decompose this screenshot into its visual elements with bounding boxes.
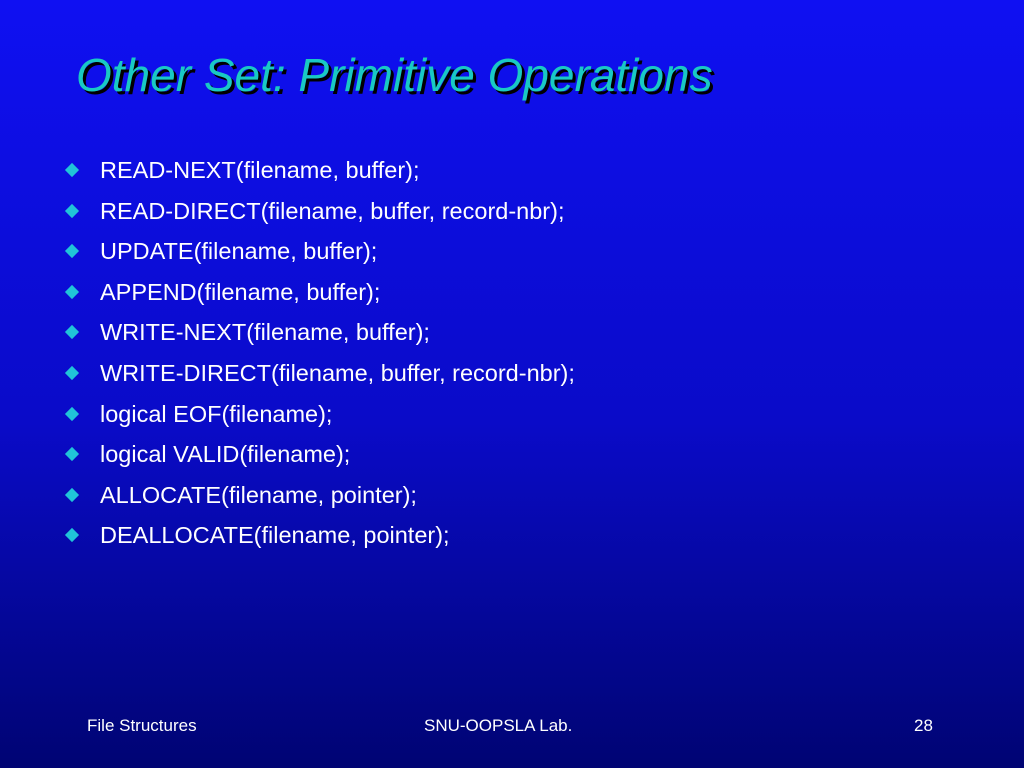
page-number: 28	[914, 716, 933, 735]
bullet-item	[62, 353, 575, 394]
bullet-item	[62, 475, 575, 516]
bullet-text: WRITE-DIRECT(filename, buffer, record-nbr);	[100, 359, 575, 386]
bullet-item	[62, 312, 575, 353]
bullet-text: APPEND(filename, buffer);	[100, 278, 381, 305]
diamond-bullet-icon	[65, 366, 79, 380]
diamond-bullet-icon	[65, 285, 79, 299]
bullet-list	[62, 150, 575, 556]
footer-lab-name: SNU-OOPSLA Lab.	[424, 716, 573, 735]
bullet-item	[62, 394, 575, 435]
bullet-text: READ-DIRECT(filename, buffer, record-nbr);	[100, 197, 565, 224]
bullet-item	[62, 150, 575, 191]
bullet-text: DEALLOCATE(filename, pointer);	[100, 522, 450, 549]
footer-course-title: File Structures	[87, 716, 197, 735]
bullet-item	[62, 434, 575, 475]
bullet-item	[62, 231, 575, 272]
bullet-text: READ-NEXT(filename, buffer);	[100, 157, 420, 183]
bullet-item	[62, 272, 575, 313]
diamond-bullet-icon	[65, 204, 79, 218]
diamond-bullet-icon	[65, 325, 79, 339]
diamond-bullet-icon	[65, 488, 79, 502]
bullet-text: UPDATE(filename, buffer);	[100, 238, 378, 265]
diamond-bullet-icon	[65, 244, 79, 258]
bullet-text: WRITE-NEXT(filename, buffer);	[100, 319, 430, 346]
bullet-item	[62, 515, 575, 556]
bullet-text: logical EOF(filename);	[100, 400, 333, 427]
bullet-text: logical VALID(filename);	[100, 441, 351, 468]
diamond-bullet-icon	[65, 163, 79, 177]
diamond-bullet-icon	[65, 447, 79, 461]
bullet-text: ALLOCATE(filename, pointer);	[100, 481, 417, 508]
diamond-bullet-icon	[65, 406, 79, 420]
diamond-bullet-icon	[65, 528, 79, 542]
bullet-item	[62, 191, 575, 232]
slide-title: Other Set: Primitive Operations	[76, 49, 713, 101]
